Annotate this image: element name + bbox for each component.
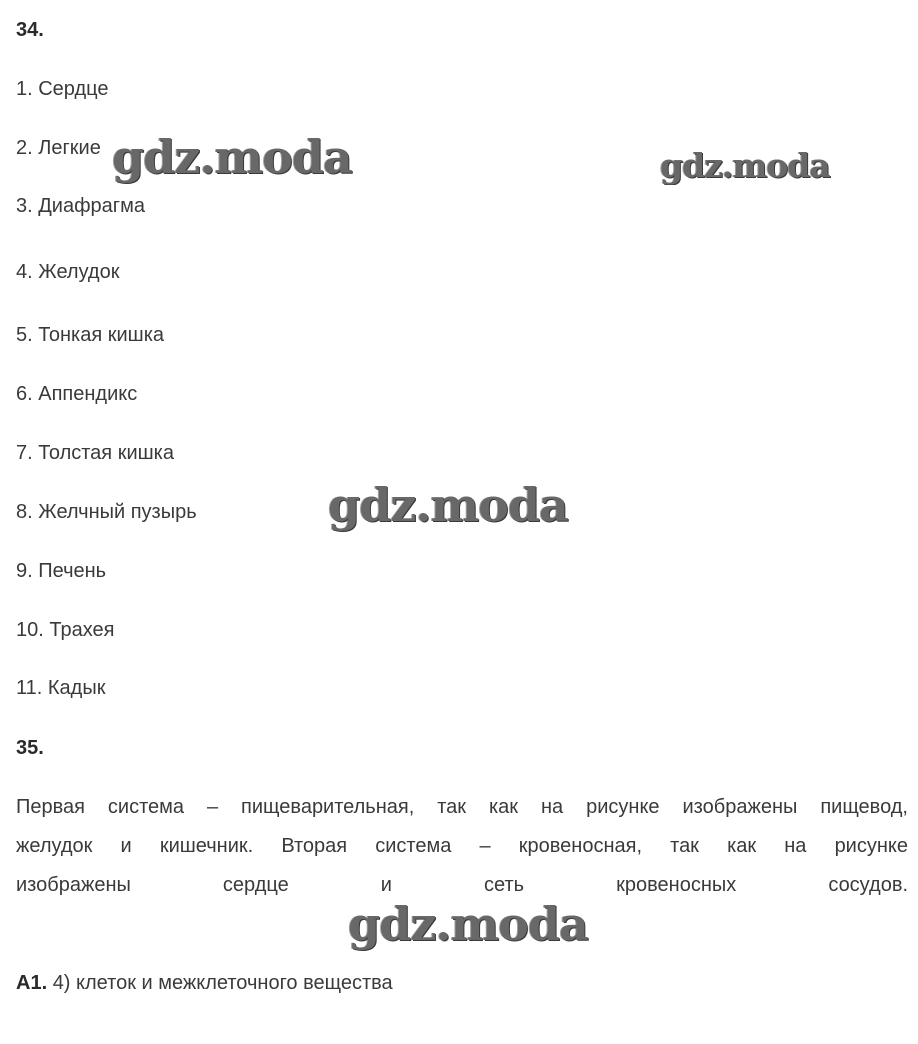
paragraph-line: желудок и кишечник. Вторая система – кровеносная, так как на рисунке <box>16 835 908 857</box>
list-item: 1. Сердце <box>16 78 109 100</box>
list-item: 4. Желудок <box>16 261 120 283</box>
list-item: 8. Желчный пузырь <box>16 501 197 523</box>
a1-answer: 4) клеток и межклеточного вещества <box>52 972 393 994</box>
watermark-logo: gdz.moda <box>660 146 830 185</box>
a1-label: А1. <box>16 972 48 994</box>
list-item: 7. Толстая кишка <box>16 442 174 464</box>
watermark-logo: gdz.moda <box>112 130 352 184</box>
task-35-paragraph <box>16 788 908 905</box>
task-35-heading: 35. <box>16 737 44 759</box>
paragraph-line: Первая система – пищеварительная, так как на рисунке изображены пищевод, <box>16 796 908 818</box>
list-item: 9. Печень <box>16 560 107 582</box>
watermark-logo: gdz.moda <box>328 478 568 532</box>
a1-answer-line <box>16 971 393 995</box>
task-34-heading: 34. <box>16 19 44 41</box>
list-item: 5. Тонкая кишка <box>16 324 165 346</box>
paragraph-line: изображены сердце и сеть кровеносных сосудов. <box>16 874 908 896</box>
list-item: 6. Аппендикс <box>16 383 138 405</box>
watermark-logo: gdz.moda <box>348 897 588 951</box>
list-item: 11. Кадык <box>16 677 106 699</box>
list-item: 3. Диафрагма <box>16 195 145 217</box>
list-item: 2. Легкие <box>16 137 101 159</box>
list-item: 10. Трахея <box>16 619 115 641</box>
